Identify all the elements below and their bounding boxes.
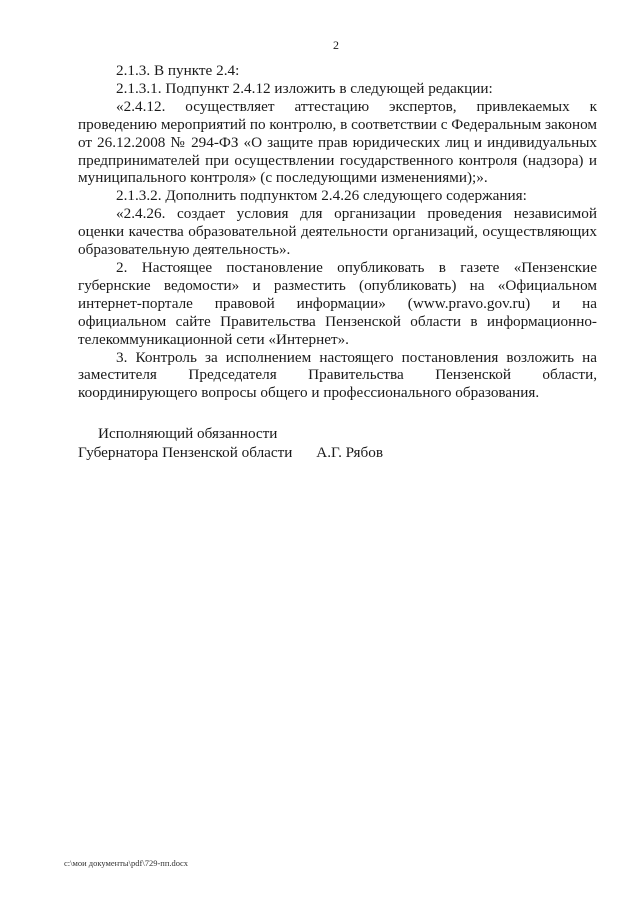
page-number: 2 <box>333 38 339 52</box>
paragraph-3-control: 3. Контроль за исполнением настоящего постановления возложить на заместителя Председателя Правительства Пензенской области, координирующего вопросы общего и профессионального образования. <box>78 348 597 402</box>
paragraph-2-1-3-2: 2.1.3.2. Дополнить подпунктом 2.4.26 следующего содержания: <box>116 187 527 205</box>
signature-title-line1: Исполняющий обязанности <box>98 425 278 442</box>
footer-file-path: c:\мои документы\pdf\729-пп.docx <box>64 858 189 868</box>
document-body <box>78 62 597 402</box>
paragraph-2-1-3: 2.1.3. В пункте 2.4: <box>116 62 240 79</box>
signatory-name: А.Г. Рябов <box>316 443 384 461</box>
paragraph-2-4-26: «2.4.26. создает условия для организации проведения независимой оценки качества образовательной деятельности организаций, осуществляющих образовательную деятельность». <box>78 205 597 259</box>
paragraph-2-publish: 2. Настоящее постановление опубликовать в газете «Пензенские губернские ведомости» и разместить (опубликовать) на «Официальном интернет-портале правовой информации» (www.pravo.gov.ru) и на официальном сайте Правительства Пензенской области в информационно-телекоммуникационной сети «Интернет». <box>78 258 597 348</box>
paragraph-2-4-12: «2.4.12. осуществляет аттестацию экспертов, привлекаемых к проведению мероприятий по контролю, в соответствии с Федеральным законом от 26.12.2008 № 294-ФЗ «О защите прав юридических лиц и индивидуальных предпринимателей при осуществлении государственного контроля (надзора) и муниципального контроля» (с последующими изменениями);». <box>78 97 597 187</box>
paragraph-2-1-3-1: 2.1.3.1. Подпункт 2.4.12 изложить в следующей редакции: <box>116 79 493 97</box>
signature-title-line2: Губернатора Пензенской области <box>78 443 293 461</box>
signature-title-line2-row <box>78 444 438 463</box>
signature-block <box>78 425 438 462</box>
